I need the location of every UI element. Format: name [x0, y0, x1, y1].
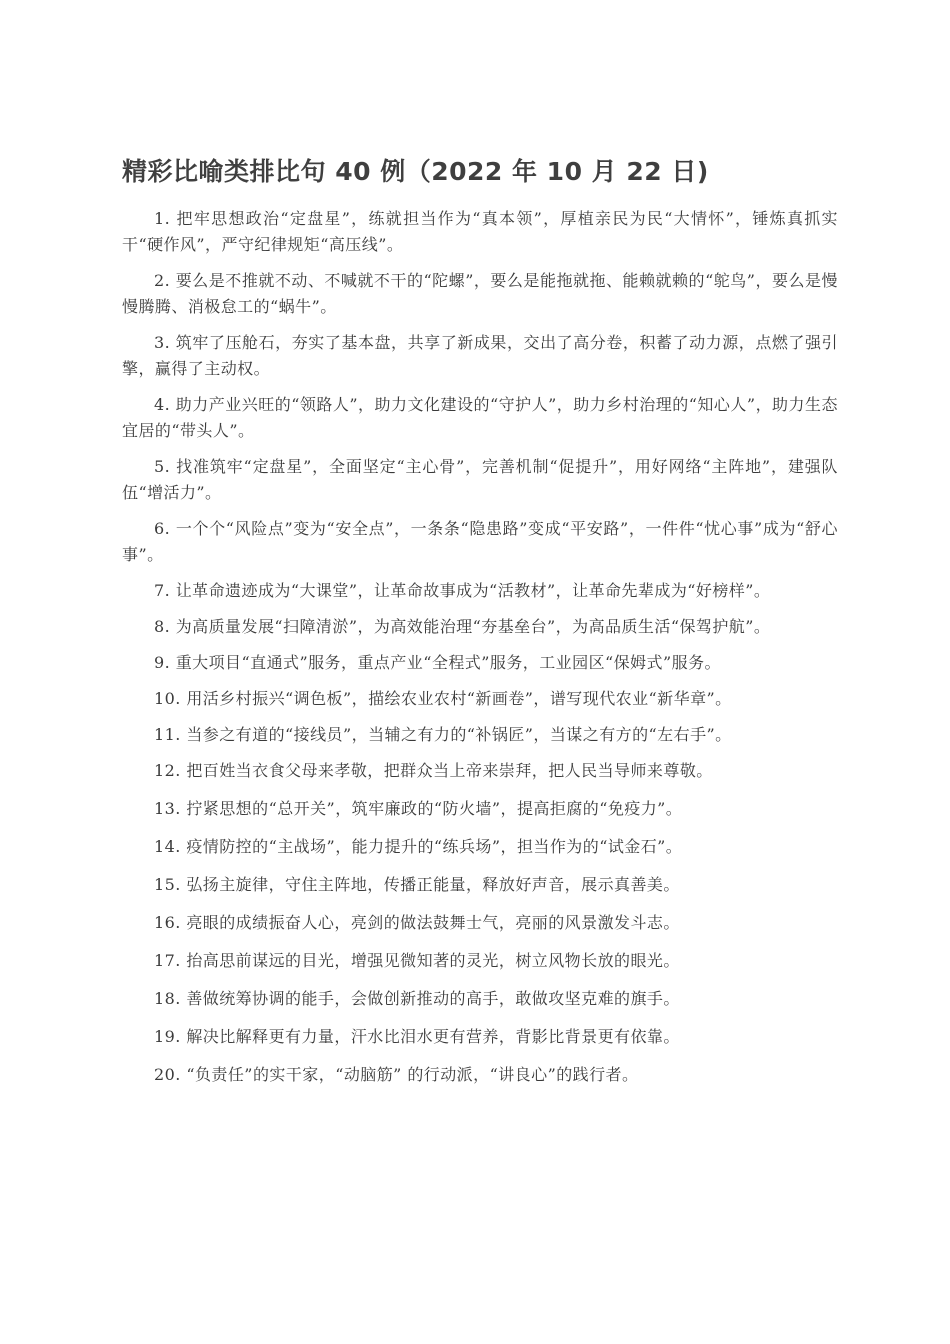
paragraph-6: 6. 一个个“风险点”变为“安全点”，一条条“隐患路”变成“平安路”，一件件“忧心事”成为“舒心事”。	[122, 519, 838, 564]
document-title: 精彩比喻类排比句 40 例（2022 年 10 月 22 日)	[122, 157, 709, 186]
paragraph-8: 8. 为高质量发展“扫障清淤”，为高效能治理“夯基垒台”，为高品质生活“保驾护航”。	[154, 617, 771, 636]
paragraph-15: 15. 弘扬主旋律，守住主阵地，传播正能量，释放好声音，展示真善美。	[154, 875, 680, 894]
paragraph-5: 5. 找准筑牢“定盘星”，全面坚定“主心骨”，完善机制“促提升”，用好网络“主阵地”，建强队伍“增活力”。	[122, 457, 838, 502]
paragraph-14: 14. 疫情防控的“主战场”，能力提升的“练兵场”，担当作为的“试金石”。	[154, 837, 683, 856]
paragraph-18: 18. 善做统筹协调的能手，会做创新推动的高手，敢做攻坚克难的旗手。	[154, 989, 680, 1008]
paragraph-11: 11. 当参之有道的“接线员”，当辅之有力的“补锅匠”，当谋之有方的“左右手”。	[154, 725, 732, 744]
paragraph-16: 16. 亮眼的成绩振奋人心，亮剑的做法鼓舞士气，亮丽的风景激发斗志。	[154, 913, 680, 932]
paragraph-19: 19. 解决比解释更有力量，汗水比泪水更有营养，背影比背景更有依靠。	[154, 1027, 680, 1046]
paragraph-3: 3. 筑牢了压舱石，夯实了基本盘，共享了新成果，交出了高分卷，积蓄了动力源，点燃了强引擎，赢得了主动权。	[122, 333, 838, 378]
paragraph-7: 7. 让革命遗迹成为“大课堂”，让革命故事成为“活教材”，让革命先辈成为“好榜样”。	[154, 581, 771, 600]
paragraph-2: 2. 要么是不推就不动、不喊就不干的“陀螺”，要么是能拖就拖、能赖就赖的“鸵鸟”，要么是慢慢腾腾、消极怠工的“蜗牛”。	[122, 271, 838, 316]
paragraph-4: 4. 助力产业兴旺的“领路人”，助力文化建设的“守护人”，助力乡村治理的“知心人”，助力生态宜居的“带头人”。	[122, 395, 838, 440]
document-body	[122, 206, 838, 1100]
paragraph-12: 12. 把百姓当衣食父母来孝敬，把群众当上帝来崇拜，把人民当导师来尊敬。	[154, 761, 713, 780]
paragraph-1: 1. 把牢思想政治“定盘星”，练就担当作为“真本领”，厚植亲民为民“大情怀”，锤炼真抓实干“硬作风”，严守纪律规矩“高压线”。	[122, 209, 838, 254]
paragraph-10: 10. 用活乡村振兴“调色板”，描绘农业农村“新画卷”，谱写现代农业“新华章”。	[154, 689, 732, 708]
paragraph-13: 13. 拧紧思想的“总开关”，筑牢廉政的“防火墙”，提高拒腐的“免疫力”。	[154, 799, 683, 818]
paragraph-17: 17. 抬高思前谋远的目光，增强见微知著的灵光，树立风物长放的眼光。	[154, 951, 680, 970]
paragraph-9: 9. 重大项目“直通式”服务，重点产业“全程式”服务，工业园区“保姆式”服务。	[154, 653, 721, 672]
paragraph-20: 20. “负责任”的实干家，“动脑筋” 的行动派，“讲良心”的践行者。	[154, 1065, 639, 1084]
